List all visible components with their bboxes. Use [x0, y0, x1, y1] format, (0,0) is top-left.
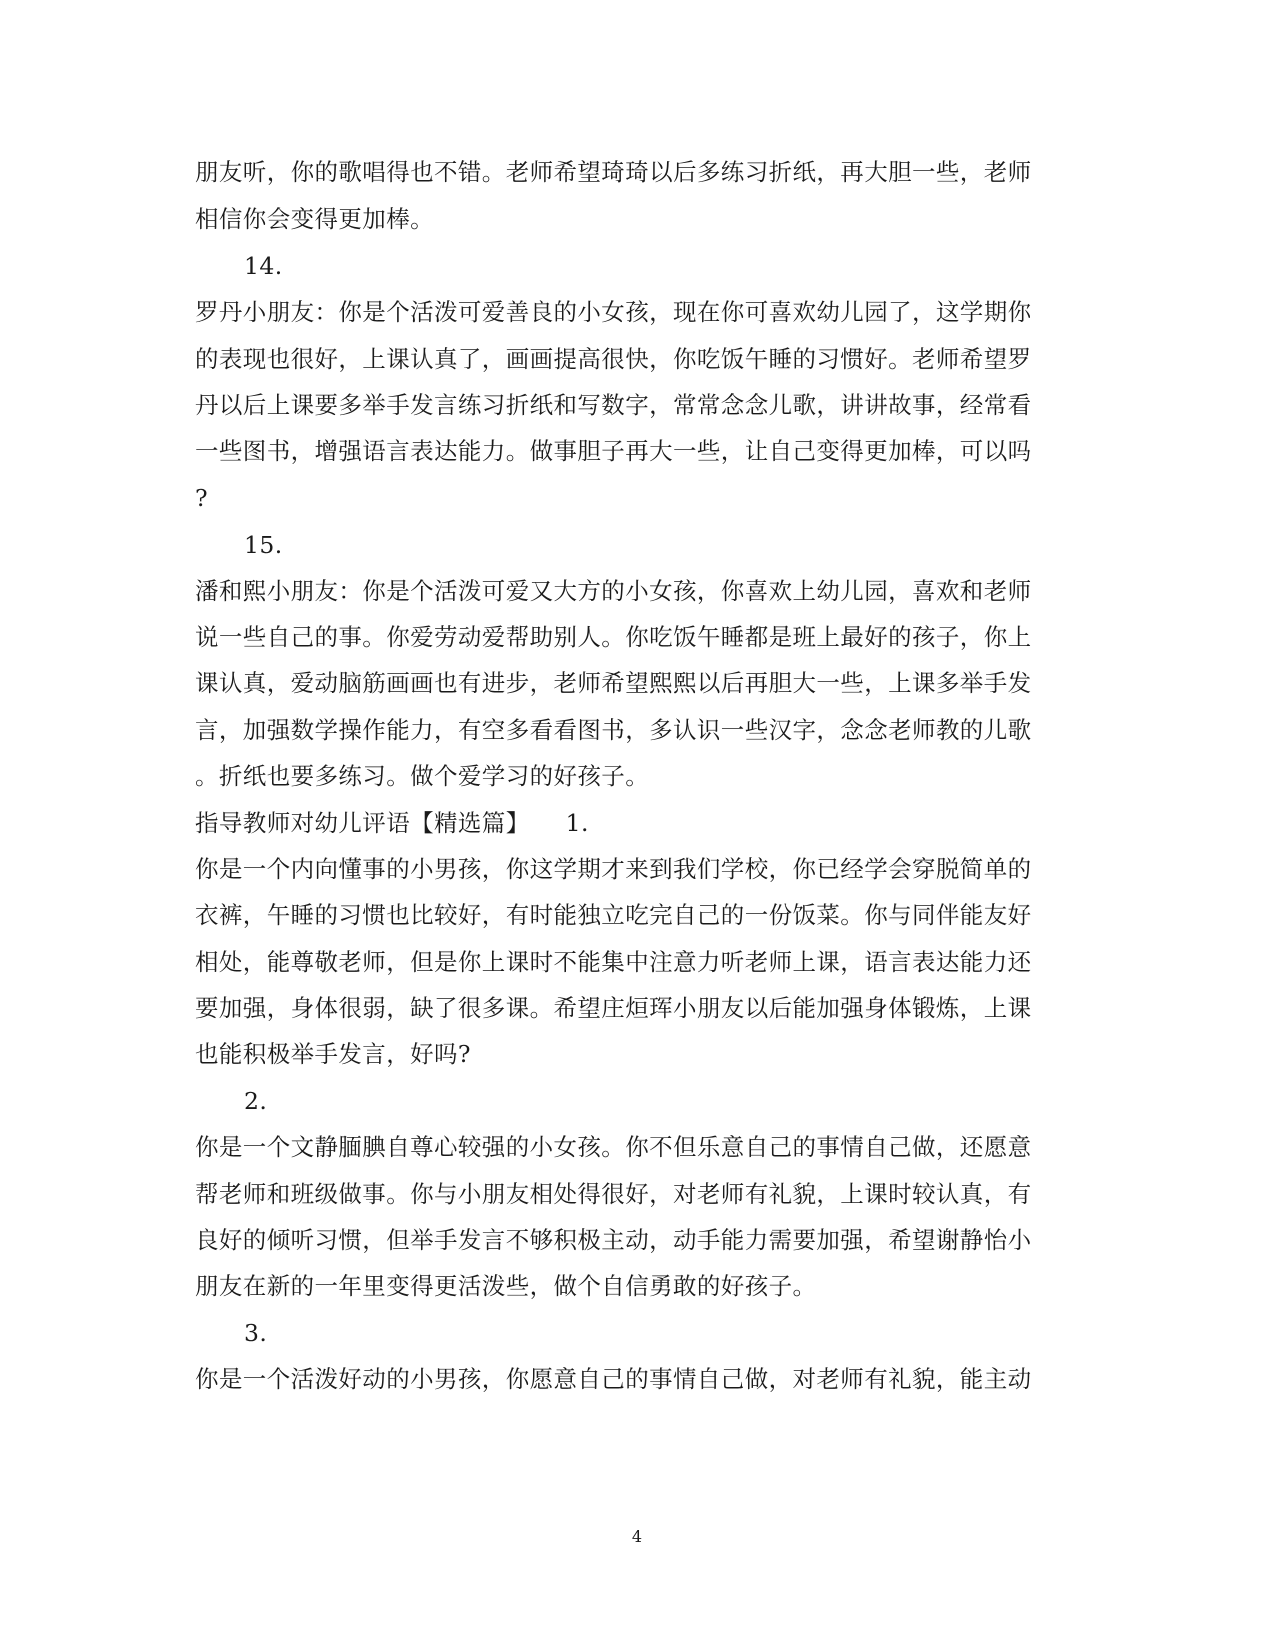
text-line: 课认真，爱动脑筋画画也有进步，老师希望熙熙以后再胆大一些，上课多举手发 — [195, 669, 1032, 697]
text-line: 相处，能尊敬老师，但是你上课时不能集中注意力听老师上课，语言表达能力还 — [195, 948, 1032, 976]
text-line: 帮老师和班级做事。你与小朋友相处得很好，对老师有礼貌，上课时较认真，有 — [195, 1180, 1032, 1208]
text-line: 相信你会变得更加棒。 — [195, 205, 434, 233]
item-number: 2. — [244, 1087, 268, 1115]
text-line: 你是一个文静腼腆自尊心较强的小女孩。你不但乐意自己的事情自己做，还愿意 — [195, 1133, 1032, 1161]
section-heading: 指导教师对幼儿评语【精选篇】 1. — [195, 809, 589, 837]
page-number: 4 — [631, 1527, 643, 1546]
text-line: 说一些自己的事。你爱劳动爱帮助别人。你吃饭午睡都是班上最好的孩子，你上 — [195, 623, 1032, 651]
text-line: 丹以后上课要多举手发言练习折纸和写数字，常常念念儿歌，讲讲故事，经常看 — [195, 391, 1032, 419]
text-line: 潘和熙小朋友：你是个活泼可爱又大方的小女孩，你喜欢上幼儿园，喜欢和老师 — [195, 577, 1032, 605]
text-line: 一些图书，增强语言表达能力。做事胆子再大一些，让自己变得更加棒，可以吗 — [195, 437, 1032, 465]
text-line: 良好的倾听习惯，但举手发言不够积极主动，动手能力需要加强，希望谢静怡小 — [195, 1226, 1032, 1254]
text-line: 衣裤，午睡的习惯也比较好，有时能独立吃完自己的一份饭菜。你与同伴能友好 — [195, 901, 1032, 929]
text-line: 罗丹小朋友：你是个活泼可爱善良的小女孩，现在你可喜欢幼儿园了，这学期你 — [195, 298, 1032, 326]
item-number: 15. — [244, 531, 283, 559]
text-line: 的表现也很好，上课认真了，画画提高很快，你吃饭午睡的习惯好。老师希望罗 — [195, 345, 1032, 373]
text-line: 要加强，身体很弱，缺了很多课。希望庄烜珲小朋友以后能加强身体锻炼，上课 — [195, 994, 1032, 1022]
text-line: 朋友在新的一年里变得更活泼些，做个自信勇敢的好孩子。 — [195, 1272, 817, 1300]
text-line: 你是一个活泼好动的小男孩，你愿意自己的事情自己做，对老师有礼貌，能主动 — [195, 1365, 1032, 1393]
item-number: 14. — [244, 252, 283, 280]
text-line: 言，加强数学操作能力，有空多看看图书，多认识一些汉字，念念老师教的儿歌 — [195, 716, 1032, 744]
text-line: 你是一个内向懂事的小男孩，你这学期才来到我们学校，你已经学会穿脱简单的 — [195, 855, 1032, 883]
item-number: 3. — [244, 1319, 268, 1347]
text-line: 。折纸也要多练习。做个爱学习的好孩子。 — [195, 762, 650, 790]
text-line: ? — [195, 484, 208, 512]
text-line: 朋友听，你的歌唱得也不错。老师希望琦琦以后多练习折纸，再大胆一些，老师 — [195, 158, 1032, 186]
text-line: 也能积极举手发言，好吗? — [195, 1040, 471, 1068]
